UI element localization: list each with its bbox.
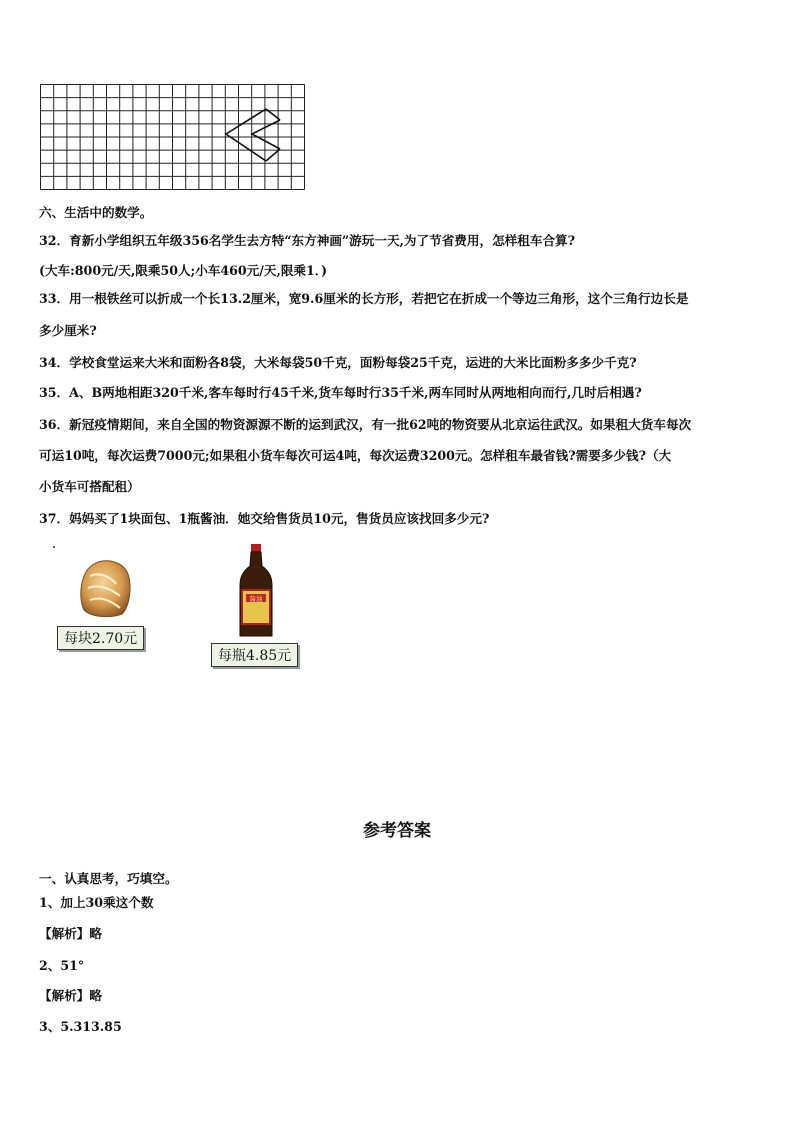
question-32-note: (大车:800元/天,限乘50人;小车460元/天,限乘1．) — [39, 263, 328, 278]
question-33-line1: 33．用一根铁丝可以折成一个长13.2厘米，宽9.6厘米的长方形，若把它在折成一个等边三角形，这个三角行边长是 — [39, 291, 689, 306]
question-32: 32．育新小学组织五年级356名学生去方特“东方神画”游玩一天,为了节省费用，怎样租车合算? — [39, 233, 576, 248]
soy-sauce-bottle-image — [238, 544, 274, 640]
question-33-line2: 多少厘米? — [39, 323, 97, 338]
question-34: 34．学校食堂运来大米和面粉各8袋，大米每袋50千克，面粉每袋25千克，运进的大米比面粉多多少千克? — [39, 355, 637, 370]
bottle-price-tag: 每瓶4.85元 — [211, 643, 298, 667]
answer-1: 1、加上30乘这个数 — [39, 895, 154, 910]
question-36-line1: 36．新冠疫情期间，来自全国的物资源源不断的运到武汉，有一批62吨的物资要从北京运往武汉。如果租大货车每次 — [39, 417, 692, 432]
section-title: 六、生活中的数学。 — [39, 205, 153, 220]
grid-figure — [40, 84, 306, 191]
arrow-shape — [226, 109, 266, 161]
answer-section-title: 一、认真思考，巧填空。 — [39, 871, 178, 886]
question-35: 35．A、B两地相距320千米,客车每时行45千米,货车每时行35千米,两车同时从两地相向而行,几时后相遇? — [39, 385, 642, 400]
question-36-line2: 可运10吨，每次运费7000元;如果租小货车每次可运4吨，每次运费3200元。怎样租车最省钱?需要多少钱?（大 — [39, 448, 672, 463]
answers-heading: 参考答案 — [363, 821, 431, 841]
answer-3: 3、5.313.85 — [39, 1019, 122, 1034]
answer-2-analysis: 【解析】略 — [39, 988, 102, 1003]
bottle-label: 酱油 — [249, 595, 263, 603]
stray-dot — [53, 546, 55, 548]
grid-paper — [40, 84, 306, 191]
answer-2: 2、51° — [39, 958, 85, 973]
bread-price-tag: 每块2.70元 — [57, 626, 144, 650]
question-37: 37．妈妈买了1块面包、1瓶酱油．她交给售货员10元，售货员应该找回多少元? — [39, 511, 490, 526]
question-36-line3: 小货车可搭配租） — [39, 479, 140, 494]
bread-image — [76, 558, 134, 618]
answer-1-analysis: 【解析】略 — [39, 926, 102, 941]
